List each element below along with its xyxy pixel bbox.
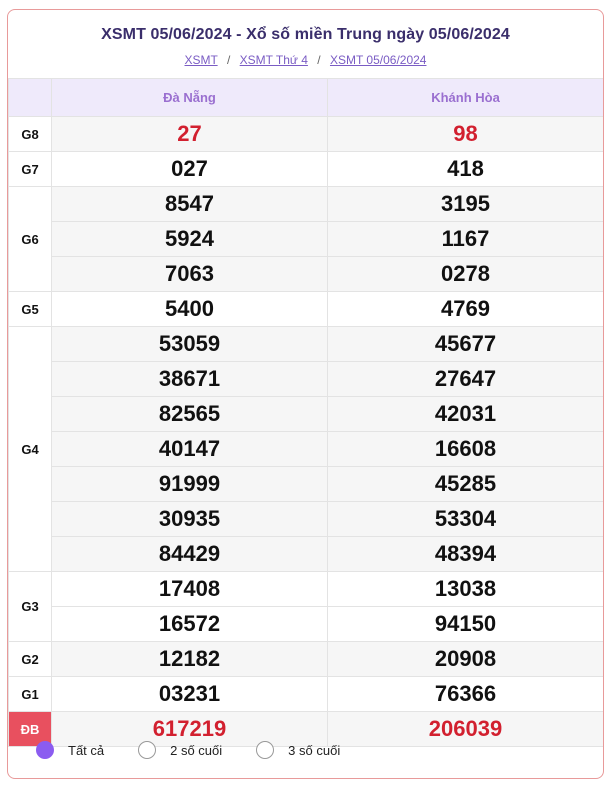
province-header-khanh-hoa: Khánh Hòa: [328, 79, 604, 117]
results-body: [9, 117, 604, 747]
prize-row: [9, 152, 604, 187]
prize-number: 40147: [52, 432, 328, 467]
prize-number: 84429: [52, 537, 328, 572]
breadcrumb-link-xsmt[interactable]: XSMT: [184, 53, 218, 67]
prize-row: [9, 537, 604, 572]
prize-number: 7063: [52, 257, 328, 292]
breadcrumb-separator: /: [226, 53, 231, 67]
prize-row: [9, 467, 604, 502]
prize-number: 12182: [52, 642, 328, 677]
prize-number: 5924: [52, 222, 328, 257]
prize-label: G1: [9, 677, 52, 712]
prize-number: 27647: [328, 362, 604, 397]
prize-number: 45285: [328, 467, 604, 502]
prize-number: 617219: [52, 712, 328, 747]
radio-selected-icon[interactable]: [36, 741, 54, 759]
prize-label: G4: [9, 327, 52, 572]
filter-label: 3 số cuối: [288, 742, 341, 758]
prize-number: 8547: [52, 187, 328, 222]
prize-number: 53304: [328, 502, 604, 537]
prize-number: 13038: [328, 572, 604, 607]
prize-number: 20908: [328, 642, 604, 677]
breadcrumb-separator: /: [317, 53, 321, 67]
prize-row: [9, 292, 604, 327]
prize-label: ĐB: [9, 712, 52, 747]
prize-label: G3: [9, 572, 52, 642]
prize-number: 3195: [328, 187, 604, 222]
prize-label: G8: [9, 117, 52, 152]
prize-number: 42031: [328, 397, 604, 432]
prize-number: 1167: [328, 222, 604, 257]
filter-option-all[interactable]: [36, 741, 104, 759]
prize-row: [9, 327, 604, 362]
prize-number: 76366: [328, 677, 604, 712]
prize-number: 03231: [52, 677, 328, 712]
prize-label: G7: [9, 152, 52, 187]
breadcrumb-link-weekday[interactable]: XSMT Thứ 4: [239, 53, 308, 67]
prize-number: 0278: [328, 257, 604, 292]
prize-number: 82565: [52, 397, 328, 432]
prize-number: 027: [52, 152, 328, 187]
prize-number: 94150: [328, 607, 604, 642]
prize-label: G5: [9, 292, 52, 327]
prize-row: [9, 677, 604, 712]
results-card: [7, 9, 604, 779]
prize-row: [9, 222, 604, 257]
prize-row: [9, 642, 604, 677]
prize-number: 5400: [52, 292, 328, 327]
prize-row: [9, 607, 604, 642]
prize-row: [9, 257, 604, 292]
filter-label: Tất cả: [68, 742, 105, 758]
prize-number: 48394: [328, 537, 604, 572]
prize-row: [9, 572, 604, 607]
prize-number: 91999: [52, 467, 328, 502]
prize-number: 27: [52, 117, 328, 152]
prize-row: [9, 117, 604, 152]
prize-row: [9, 432, 604, 467]
prize-label: G2: [9, 642, 52, 677]
filter-label: 2 số cuối: [170, 742, 223, 758]
prize-number: 16608: [328, 432, 604, 467]
digit-filter: [8, 722, 604, 778]
prize-row: [9, 362, 604, 397]
radio-icon[interactable]: [256, 741, 274, 759]
prize-number: 30935: [52, 502, 328, 537]
filter-option-last-3[interactable]: [256, 741, 340, 759]
results-table: [8, 78, 604, 747]
province-header-da-nang[interactable]: Đà Nẵng: [52, 79, 328, 117]
prize-column-header: [9, 79, 52, 117]
filter-option-last-2[interactable]: [138, 741, 222, 759]
prize-number: 206039: [328, 712, 604, 747]
prize-row: [9, 397, 604, 432]
prize-number: 98: [328, 117, 604, 152]
prize-number: 38671: [52, 362, 328, 397]
prize-number: 418: [328, 152, 604, 187]
results-header: [8, 10, 603, 78]
breadcrumb: [8, 53, 603, 67]
prize-row: [9, 502, 604, 537]
page-title: XSMT 05/06/2024 - Xổ số miền Trung ngày 05/06/2024: [101, 26, 510, 43]
prize-number: 45677: [328, 327, 604, 362]
prize-number: 16572: [52, 607, 328, 642]
prize-label: G6: [9, 187, 52, 292]
prize-number: 4769: [328, 292, 604, 327]
prize-number: 17408: [52, 572, 328, 607]
radio-icon[interactable]: [138, 741, 156, 759]
prize-row: [9, 187, 604, 222]
breadcrumb-link-date[interactable]: XSMT 05/06/2024: [329, 53, 427, 67]
prize-number: 53059: [52, 327, 328, 362]
